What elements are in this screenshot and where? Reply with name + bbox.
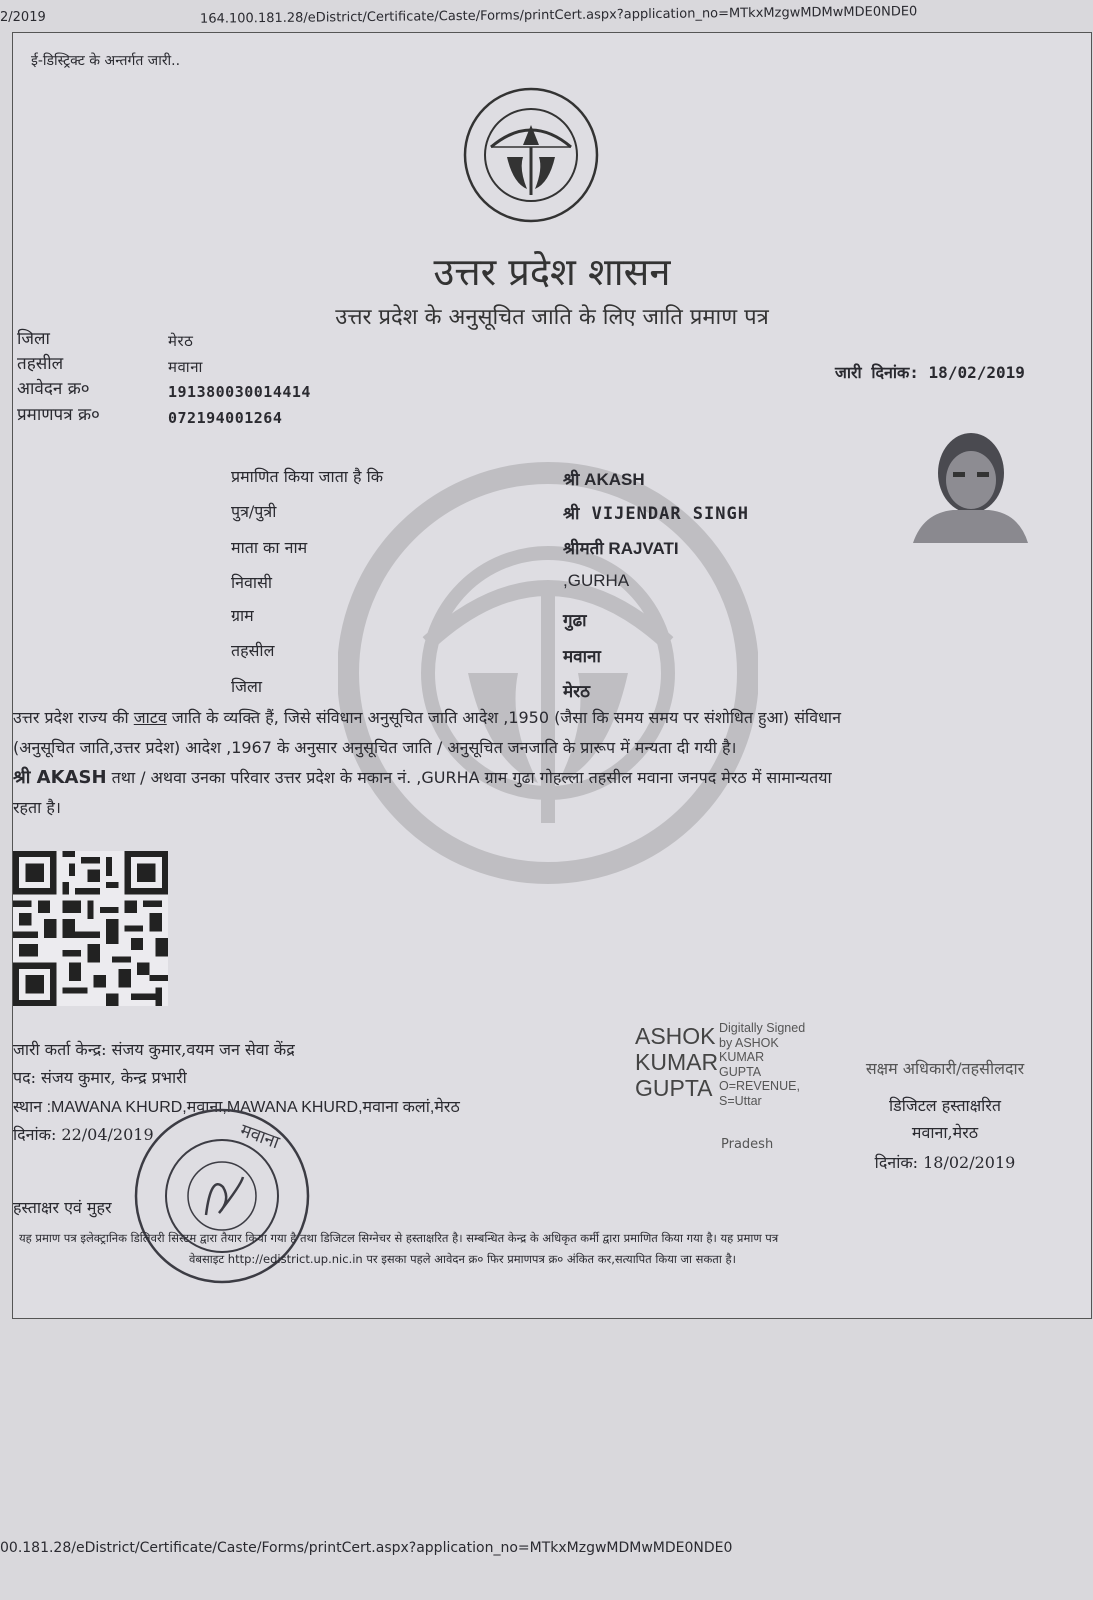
body-line1-pre: उत्तर प्रदेश राज्य की <box>13 708 134 727</box>
digital-signature-details: Digitally Signed by ASHOK KUMAR GUPTA O=REVENUE, S=Uttar <box>719 1021 806 1108</box>
footnote-line1: यह प्रमाण पत्र इलेक्ट्रानिक डिलिवरी सिस्टम द्वारा तैयार किया गया है तथा डिजिटल सिग्नेचर से हस्ताक्षरित है। सम्बन्धित केन्द्र के अधिकृत कर्मी द्वारा प्रमाणित किया गया है। यह प्रमाण पत्र <box>19 1231 779 1245</box>
print-header-date: 2/2019 <box>0 10 46 25</box>
applicant-photo <box>893 428 1028 543</box>
field-label-village: ग्राम <box>231 606 254 625</box>
district-value: मेरठ <box>168 332 194 350</box>
field-label-district: जिला <box>231 677 263 696</box>
body-line3-name: श्री AKASH <box>13 767 107 788</box>
certificate-no-value: 072194001264 <box>168 409 283 427</box>
tehsil-label: तहसील <box>17 354 64 374</box>
digital-signature-region: Pradesh <box>721 1137 774 1152</box>
application-no-label: आवेदन क्र० <box>17 379 90 399</box>
body-line2: (अनुसूचित जाति,उत्तर प्रदेश) आदेश ,1967 के अनुसार अनुसूचित जाति / अनुसूचित जनजाति के प्रारूप में मन्यता दी गयी है। <box>13 738 737 757</box>
issuing-place: स्थान :MAWANA KHURD,मवाना,MAWANA KHURD,मवाना कलां,मेरठ <box>13 1099 460 1116</box>
field-label-mother: माता का नाम <box>231 538 308 557</box>
qr-code <box>13 851 168 1006</box>
authority-location: मवाना,मेरठ <box>911 1123 979 1142</box>
issue-date: जारी दिनांक: 18/02/2019 <box>835 363 1025 382</box>
field-value-district: मेरठ <box>563 682 590 701</box>
field-label-certified: प्रमाणित किया जाता है कि <box>231 467 384 486</box>
field-value-mother: श्रीमती RAJVATI <box>563 539 679 558</box>
caste-certificate <box>12 32 1092 1319</box>
print-footer-url: 00.181.28/eDistrict/Certificate/Caste/Forms/printCert.aspx?application_no=MTkxMzgwMDMwMDE0NDE0 <box>0 1540 733 1556</box>
sign-and-seal-label: हस्ताक्षर एवं मुहर <box>13 1198 112 1217</box>
authority-signed-note: डिजिटल हस्ताक्षरित <box>889 1096 1001 1115</box>
print-header-url: 164.100.181.28/eDistrict/Certificate/Caste/Forms/printCert.aspx?application_no=MTkxMzgwMDMwMDE0NDE0 <box>199 4 918 27</box>
district-label: जिला <box>17 329 50 349</box>
certificate-subtitle: उत्तर प्रदेश के अनुसूचित जाति के लिए जाति प्रमाण पत्र <box>335 305 769 330</box>
body-line1-post: जाति के व्यक्ति हैं, जिसे संविधान अनुसूचित जाति आदेश ,1950 (जैसा कि समय समय पर संशोधित हुआ) संविधान <box>166 708 841 727</box>
issuing-post: पद: संजय कुमार, केन्द्र प्रभारी <box>13 1068 187 1087</box>
body-line3-post: तथा / अथवा उनका परिवार उत्तर प्रदेश के मकान नं. ,GURHA ग्राम गुढा गोहल्ला तहसील मवाना जनपद मेरठ में सामान्यतया <box>106 768 832 787</box>
issuing-date: दिनांक: 22/04/2019 <box>13 1125 154 1144</box>
field-value-name: श्री AKASH <box>563 470 645 489</box>
field-value-village: गुढा <box>563 611 587 630</box>
issuing-centre: जारी कर्ता केन्द्र: संजय कुमार,वयम जन सेवा केंद्र <box>13 1040 295 1059</box>
digital-signature-name: ASHOK KUMAR GUPTA <box>635 1023 719 1101</box>
certificate-no-label: प्रमाणपत्र क्र० <box>17 405 100 425</box>
issued-note: ई-डिस्ट्रिक्ट के अन्तर्गत जारी.. <box>31 53 181 69</box>
up-govt-emblem-icon <box>461 85 601 225</box>
caste-name: जाटव <box>133 708 167 727</box>
field-label-resident: निवासी <box>231 573 273 592</box>
field-value-tehsil: मवाना <box>563 647 601 666</box>
body-line4: रहता है। <box>13 798 61 817</box>
field-label-tehsil: तहसील <box>231 641 275 660</box>
field-value-resident: ,GURHA <box>563 571 630 590</box>
page-title: उत्तर प्रदेश शासन <box>433 250 671 294</box>
field-label-son-daughter: पुत्र/पुत्री <box>231 502 277 521</box>
authority-date: दिनांक: 18/02/2019 <box>874 1153 1016 1172</box>
svg-text:मवाना: मवाना <box>237 1119 283 1154</box>
authority-designation: सक्षम अधिकारी/तहसीलदार <box>865 1059 1025 1078</box>
field-value-father: श्री VIJENDAR SINGH <box>563 504 749 524</box>
tehsil-value: मवाना <box>168 358 203 376</box>
footnote-line2: वेबसाइट http://edistrict.up.nic.in पर इसका पहले आवेदन क्र० फिर प्रमाणपत्र क्र० अंकित कर,सत्यापित किया जा सकता है। <box>189 1252 736 1266</box>
application-no-value: 191380030014414 <box>168 383 311 401</box>
certificate-footnote <box>19 1228 1079 1270</box>
certificate-body <box>13 703 1073 823</box>
